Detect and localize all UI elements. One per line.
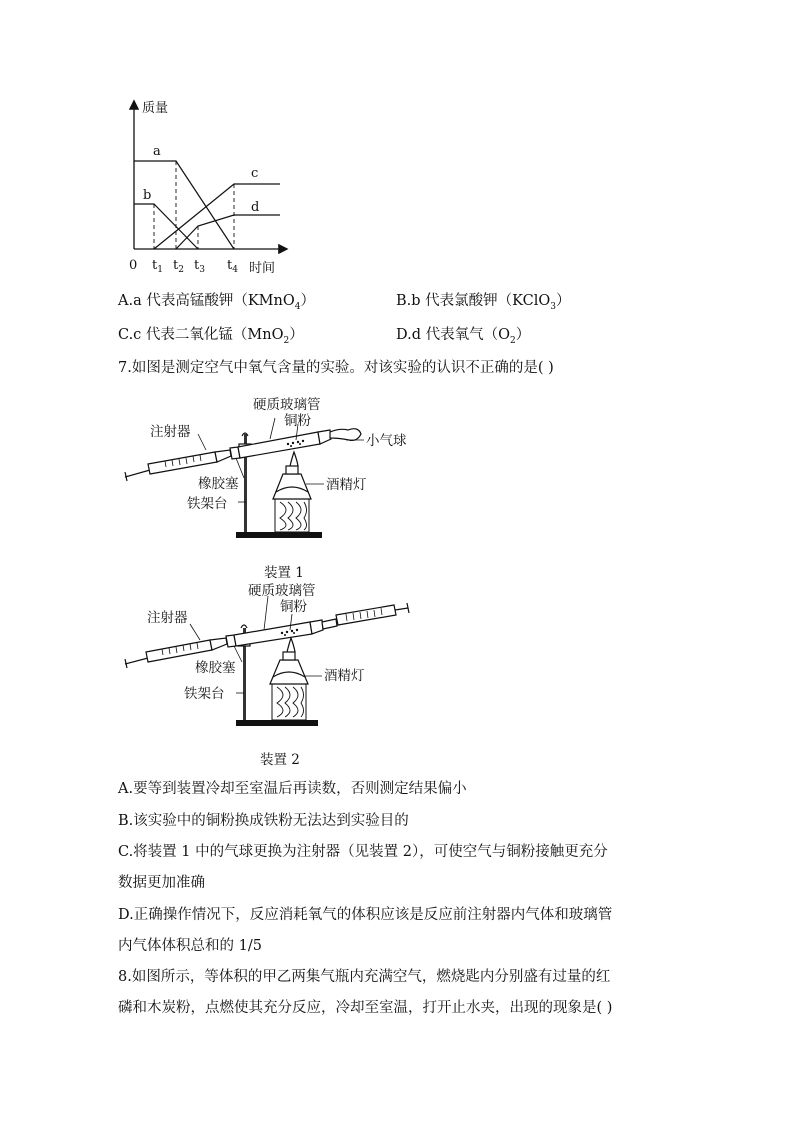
q7-option-c-cont: 数据更加准确 (118, 875, 205, 891)
q7-option-d-cont: 内气体体积总和的 1/5 (118, 938, 262, 954)
q8-stem-line-1: 8.如图所示，等体积的甲乙两集气瓶内充满空气，燃烧匙内分别盛有过量的红 (118, 969, 611, 985)
label-glass-tube: 硬质玻璃管 (248, 583, 316, 599)
label-copper-powder: 铜粉 (284, 413, 311, 429)
label-copper-powder: 铜粉 (280, 599, 307, 615)
alcohol-lamp-icon (273, 452, 311, 499)
tick-t1: $t_1$ (152, 258, 163, 275)
balloon-icon (330, 429, 361, 441)
label-balloon: 小气球 (366, 433, 407, 449)
curve-label-a: a (153, 144, 161, 159)
q7-option-a: A.要等到装置冷却至室温后再读数，否则测定结果偏小 (118, 781, 467, 797)
apparatus-2-figure (110, 578, 430, 738)
tick-t2: $t_2$ (173, 258, 184, 275)
dashed-guides (154, 161, 234, 249)
caption-device-2: 装置 2 (260, 752, 300, 768)
apparatus-1-figure (110, 392, 440, 552)
stand-base (236, 720, 318, 726)
label-glass-tube: 硬质玻璃管 (253, 397, 321, 413)
q7-stem: 7.如图是测定空气中氧气含量的实验。对该实验的认识不正确的是( ) (118, 360, 554, 376)
curve-label-b: b (143, 188, 152, 203)
mass-time-graph (110, 92, 310, 282)
q7-option-b: B.该实验中的铜粉换成铁粉无法达到实验目的 (118, 813, 409, 829)
curve-d (176, 215, 280, 249)
q7-option-c: C.将装置 1 中的气球更换为注射器（见装置 2），可使空气与铜粉接触更充分 (118, 844, 608, 860)
curve-b (134, 204, 198, 249)
label-stopper: 橡胶塞 (195, 660, 236, 676)
curve-a (134, 161, 234, 249)
label-lamp: 酒精灯 (326, 477, 367, 493)
tick-t3: $t_3$ (194, 258, 205, 275)
q6-option-a: A.a 代表高锰酸钾（KMnO$_4$） (118, 293, 315, 312)
stand-base (236, 532, 322, 538)
q6-option-c: C.c 代表二氧化锰（MnO$_2$） (118, 327, 304, 346)
label-stand: 铁架台 (184, 686, 225, 702)
origin-label: 0 (129, 258, 138, 273)
tick-t4: $t_4$ (227, 258, 238, 275)
label-stopper: 橡胶塞 (198, 476, 239, 492)
label-stand: 铁架台 (187, 496, 228, 512)
caption-device-1: 装置 1 (264, 565, 304, 581)
wood-block (272, 684, 306, 720)
curve-label-c: c (251, 166, 259, 181)
label-syringe: 注射器 (150, 424, 191, 440)
alcohol-lamp-icon (270, 638, 308, 684)
curve-label-d: d (251, 200, 260, 215)
syringe-right-icon (322, 603, 409, 629)
glass-tube-icon (226, 620, 323, 647)
x-axis-label: 时间 (249, 261, 276, 276)
label-lamp: 酒精灯 (324, 668, 365, 684)
q8-stem-line-2: 磷和木炭粉，点燃使其充分反应，冷却至室温，打开止水夹，出现的现象是( ) (118, 1000, 613, 1016)
y-axis-label: 质量 (142, 101, 169, 116)
curve-c (154, 184, 280, 249)
label-syringe: 注射器 (147, 610, 188, 626)
q6-option-b: B.b 代表氯酸钾（KClO$_3$） (396, 293, 571, 312)
q6-option-d: D.d 代表氧气$(O_2)$ (396, 327, 531, 346)
q7-option-d: D.正确操作情况下，反应消耗氧气的体积应该是反应前注射器内气体和玻璃管 (118, 907, 613, 923)
